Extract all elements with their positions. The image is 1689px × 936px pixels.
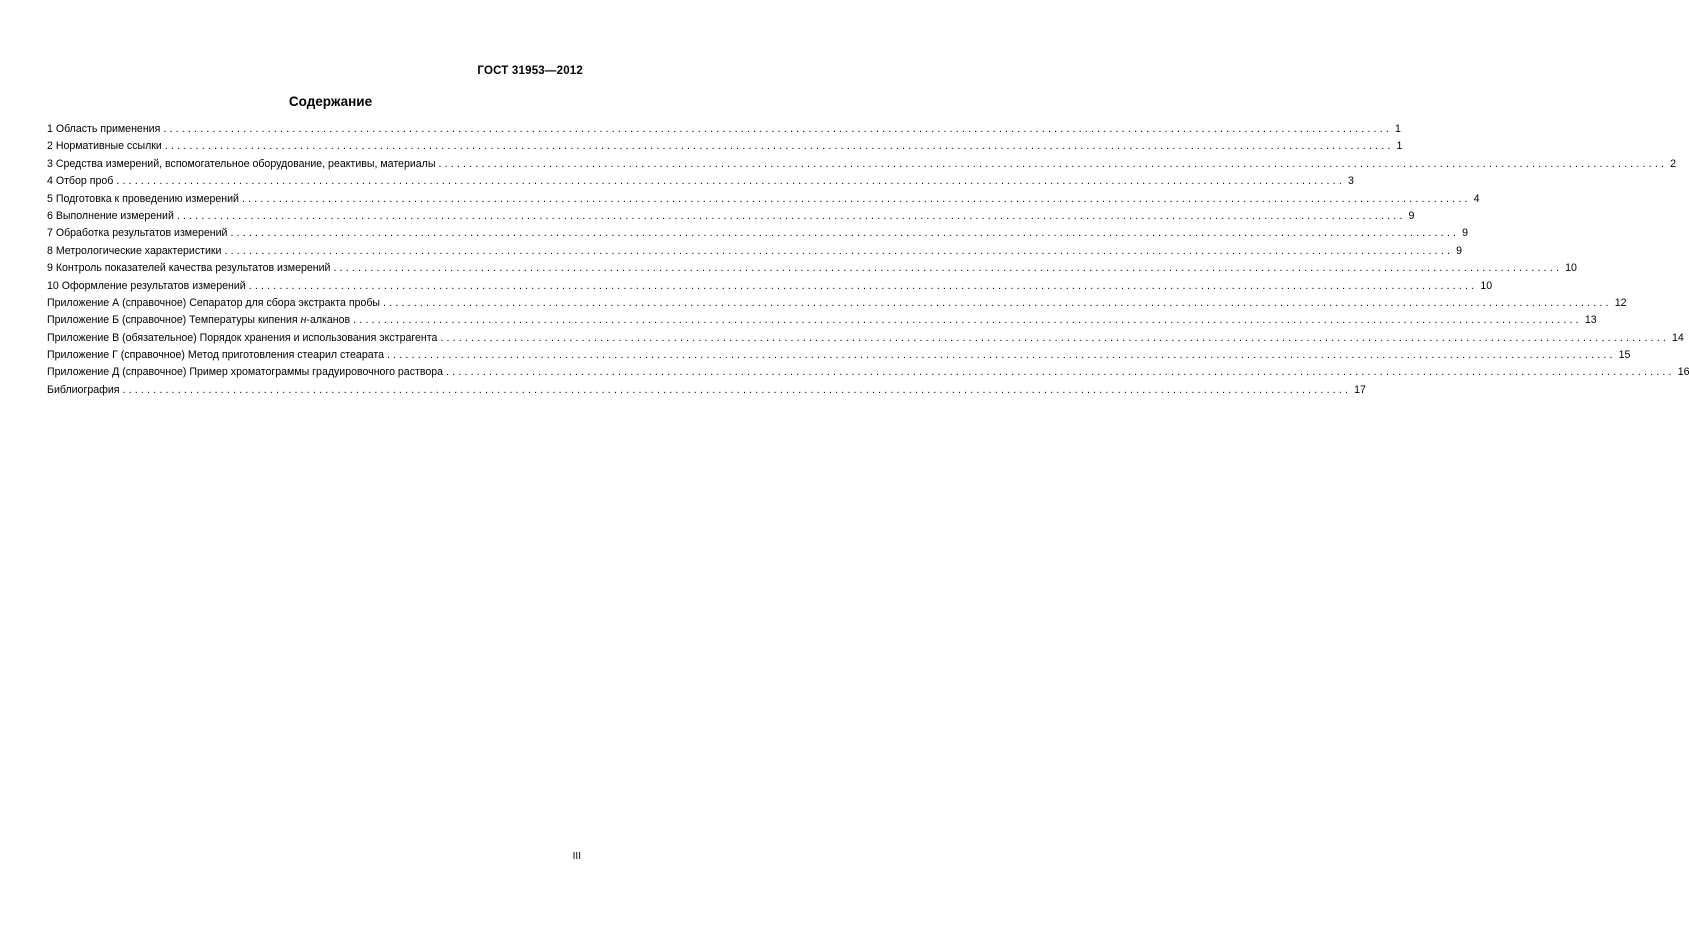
toc-entry[interactable] — [47, 260, 1577, 277]
toc-entry-label: Приложение А (справочное) Сепаратор для сбора экстракта пробы — [47, 296, 381, 309]
toc-entry[interactable] — [47, 295, 1627, 312]
toc-leader-dots: ........................................................................................................................................................................................................ — [248, 279, 1478, 292]
toc-leader-dots: ........................................................................................................................................................................................................ — [383, 296, 1612, 309]
toc-entry[interactable] — [47, 156, 1677, 173]
toc-entry-page: 10 — [1480, 279, 1493, 292]
toc-entry[interactable] — [47, 208, 1415, 225]
toc-entry-label: 7 Обработка результатов измерений — [47, 227, 228, 240]
toc-title: Содержание — [288, 94, 373, 109]
toc-entry-label: 4 Отбор проб — [47, 175, 114, 188]
toc-entry-label: 1 Область применения — [47, 123, 161, 135]
toc-entry[interactable] — [47, 347, 1631, 364]
toc-entry[interactable] — [47, 330, 1684, 347]
toc-list — [47, 121, 1689, 399]
toc-entry[interactable] — [47, 312, 1597, 329]
toc-entry-label: 5 Подготовка к проведению измерений — [47, 192, 239, 205]
toc-entry[interactable] — [47, 138, 1403, 155]
toc-entry-page: 4 — [1473, 192, 1480, 205]
toc-entry-label: Приложение В (обязательное) Порядок хранения и использования экстрагента — [47, 331, 438, 344]
toc-entry-label: 10 Оформление результатов измерений — [47, 279, 246, 292]
toc-entry-page: 2 — [1670, 157, 1677, 170]
toc-entry-label: Приложение Д (справочное) Пример хроматограммы градуировочного раствора — [47, 366, 444, 379]
toc-entry-label: Приложение Б (справочное) Температуры кипения н-алканов — [47, 314, 351, 327]
toc-entry-page: 17 — [1354, 383, 1366, 396]
toc-entry-page: 15 — [1618, 349, 1631, 362]
toc-entry-label: 9 Контроль показателей качества результатов измерений — [47, 262, 331, 275]
toc-entry-page: 1 — [1396, 140, 1403, 153]
toc-entry-label: Библиография — [47, 383, 120, 396]
toc-leader-dots: ........................................................................................................................................................................................................ — [387, 349, 1616, 362]
toc-entry-page: 16 — [1677, 366, 1689, 379]
toc-entry[interactable] — [47, 382, 1366, 399]
toc-entry-page: 13 — [1584, 314, 1597, 327]
toc-entry-label: 8 Метрологические характеристики — [47, 244, 222, 257]
page-number: III — [572, 851, 581, 862]
toc-leader-dots: ........................................................................................................................................................................................................ — [440, 331, 1670, 344]
standard-code: ГОСТ 31953—2012 — [477, 65, 583, 77]
toc-entry[interactable] — [47, 278, 1493, 295]
toc-entry[interactable] — [47, 243, 1463, 260]
toc-entry[interactable] — [47, 364, 1689, 381]
toc-entry[interactable] — [47, 121, 1401, 138]
toc-entry-label: 2 Нормативные ссылки — [47, 140, 162, 153]
toc-entry-label: 6 Выполнение измерений — [47, 209, 174, 222]
toc-leader-dots: ........................................................................................................................................................................................................ — [116, 175, 1345, 188]
toc-entry-page: 9 — [1462, 227, 1469, 240]
toc-entry-label: Приложение Г (справочное) Метод приготовления стеарил стеарата — [47, 349, 384, 362]
toc-leader-dots: ........................................................................................................................................................................................................ — [230, 227, 1460, 240]
toc-leader-dots: ........................................................................................................................................................................................................ — [333, 262, 1563, 275]
toc-leader-dots: ........................................................................................................................................................................................................ — [438, 157, 1668, 170]
toc-entry-page: 10 — [1565, 262, 1577, 275]
toc-leader-dots: ........................................................................................................................................................................................................ — [163, 123, 1392, 135]
toc-entry-label: 3 Средства измерений, вспомогательное оборудование, реактивы, материалы — [47, 157, 436, 170]
toc-leader-dots: ........................................................................................................................................................................................................ — [164, 140, 1394, 153]
toc-entry-page: 9 — [1408, 209, 1415, 222]
toc-entry-page: 14 — [1672, 331, 1684, 344]
toc-entry[interactable] — [47, 173, 1354, 190]
toc-entry-page: 12 — [1614, 296, 1627, 309]
toc-entry[interactable] — [47, 225, 1469, 242]
toc-entry-page: 1 — [1394, 123, 1401, 135]
toc-entry-page: 9 — [1456, 244, 1463, 257]
toc-leader-dots: ........................................................................................................................................................................................................ — [176, 209, 1406, 222]
toc-entry-page: 3 — [1347, 175, 1354, 188]
toc-leader-dots: ........................................................................................................................................................................................................ — [122, 383, 1352, 396]
toc-leader-dots: ........................................................................................................................................................................................................ — [446, 366, 1675, 379]
toc-leader-dots: ........................................................................................................................................................................................................ — [241, 192, 1471, 205]
toc-entry[interactable] — [47, 191, 1480, 208]
toc-leader-dots: ........................................................................................................................................................................................................ — [224, 244, 1454, 257]
toc-leader-dots: ........................................................................................................................................................................................................ — [353, 314, 1582, 327]
